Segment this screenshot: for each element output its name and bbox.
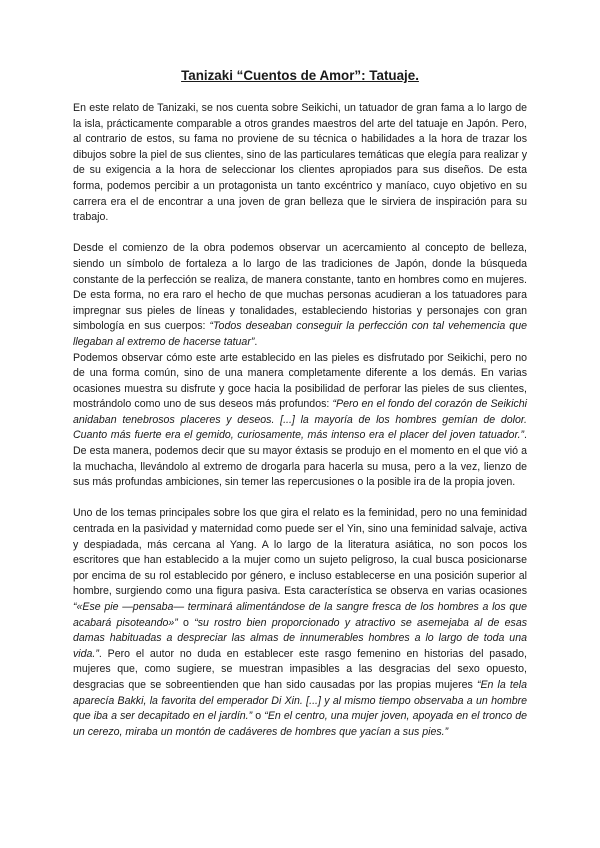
paragraph-beauty: [73, 241, 527, 350]
quote-bakki: “En la tela aparecía Bakki, la favorita del emperador Di Xin. [...] y al mismo tiempo observaba a un hombre que iba a ser decapitado en el jardín.”: [73, 678, 527, 723]
paragraph-text: o: [177, 616, 195, 629]
paragraph-text: .: [254, 335, 258, 348]
document-page: [73, 68, 527, 740]
paragraph-spacer: [73, 226, 527, 242]
paragraph-text: Desde el comienzo de la obra podemos observar un acercamiento al concepto de belleza, siendo un símbolo de fortaleza a lo largo de las tradiciones de Japón, donde la búsqueda constante de la perfección se realiza, de manera constante, tanto en hombres como en mujeres. De esta forma, no era raro el hecho de que muchas personas acudieran a los tatuadores para impregnar sus pieles de líneas y tonalidades, estableciendo historias y personajes con gran simbología en sus cuerpos:: [73, 242, 527, 333]
paragraph-text: Podemos observar cómo este arte establecido en las pieles es disfrutado por Seikichi, pero no de una forma común, sino de una manera completamente diferente a los demás. En varias ocasiones muestra su disfrute y goce hacia la posibilidad de perforar las pieles de sus clientes, mostrándolo como uno de sus deseos más profundos:: [73, 351, 527, 411]
paragraph-text: Uno de los temas principales sobre los que gira el relato es la feminidad, pero no una feminidad centrada en la pasividad y maternidad como puede ser el Yin, sino una feminidad salvaje, activa y despiadada, más cercana al Yang. A lo largo de la literatura asiática, no son pocos los escritores que han establecido a la mujer como un sujeto peligroso, la cual busca posicionarse por encima de su rol establecido por género, e incluso establecerse en una posición superior al hombre, surgiendo como una figura pasiva. Esta característica se observa en varias ocasiones: [73, 507, 527, 598]
quote-perfection: “Todos deseaban conseguir la perfección con tal vehemencia que llegaban al extremo de hacerse tatuar”: [73, 320, 527, 348]
paragraph-spacer: [73, 491, 527, 507]
paragraph-femininity: [73, 506, 527, 740]
quote-cherry-tree: “En el centro, una mujer joven, apoyada en el tronco de un cerezo, miraba un montón de cadáveres de hombres que yacían a sus pies.”: [73, 710, 528, 738]
quote-face: “su rostro bien proporcionado y atractivo se asemejaba al de esas damas habituadas a despreciar las almas de innumerables hombres a lo largo de toda una vida.”: [73, 616, 528, 660]
quote-pleasure: “Pero en el fondo del corazón de Seikichi anidaban tenebrosos placeres y deseos. [...] la mayoría de los hombres gemían de dolor. Cuanto más fuerte era el gemido, curiosamente, más intenso era el placer del joven tatuador.”: [73, 398, 527, 442]
paragraph-seikichi-pleasure: [73, 351, 527, 491]
paragraph-text: . De esta manera, podemos decir que su mayor éxtasis se produjo en el momento en el que vió a la muchacha, llevándolo al extremo de drogarla para hacerla su musa, pero a la vez, lienzo de sus más profundas ambiciones, sin temer las repercusiones o la posible ira de la propia joven.: [73, 429, 527, 489]
document-title: Tanizaki “Cuentos de Amor”: Tatuaje.: [181, 68, 419, 83]
paragraph-text: o: [252, 710, 265, 723]
paragraph-intro: En este relato de Tanizaki, se nos cuenta sobre Seikichi, un tatuador de gran fama a lo largo de la isla, prácticamente comparable a otros grandes maestros del arte del tatuaje en Japón. Pero, al contrario de estos, su fama no proviene de su técnica o habilidades a la hora de trazar los dibujos sobre la piel de sus clientes, sino de las particulares temáticas que elegía para realizar y de su exigencia a la hora de seleccionar los clientes apropiados para sus diseños. De esta forma, podemos percibir a un protagonista un tanto excéntrico y maníaco, cuyo objetivo en su carrera era el de encontrar a una joven de gran belleza que le sirviera de inspiración para su trabajo.: [73, 102, 527, 224]
quote-foot: “«Ese pie —pensaba— terminará alimentándose de la sangre fresca de los hombres a los que acabará pisoteando»”: [73, 601, 527, 629]
paragraph-text: . Pero el autor no duda en establecer este rasgo femenino en historias del pasado, mujeres que, como sugiere, se muestran impasibles a las desgracias del sexo opuesto, desgracias que se sobreentienden que han sido causadas por las propias mujeres: [73, 647, 527, 691]
